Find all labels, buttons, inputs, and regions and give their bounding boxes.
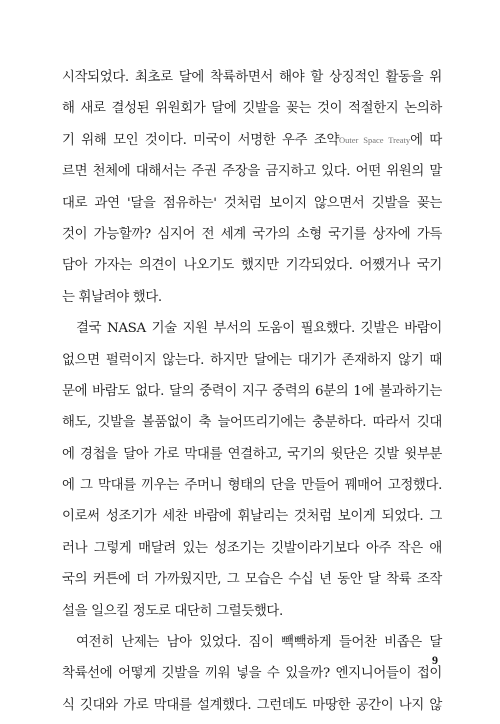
text-line: 르면 천체에 대해서는 주권 주장을 금지하고 있다. 어떤 위원의 말: [62, 164, 442, 180]
text-segment: 기 위해 모인 것이다. 미국이 서명한 우주 조약: [62, 132, 340, 148]
text-line: 해도, 깃발을 볼품없이 축 늘어뜨리기에는 충분하다. 따라서 깃대: [62, 415, 442, 431]
text-line: 국의 커튼에 더 가까웠지만, 그 모습은 수십 년 동안 달 착륙 조작: [62, 572, 442, 588]
text-line: 것이 가능할까? 심지어 전 세계 국가의 소형 국기를 상자에 가득: [62, 226, 442, 242]
text-line: 설을 일으킬 정도로 대단히 그럴듯했다.: [62, 603, 283, 619]
text-line: 없으면 펄럭이지 않는다. 하지만 달에는 대기가 존재하지 않기 때: [62, 352, 442, 368]
text-line: 에 경첩을 달아 가로 막대를 연결하고, 국기의 윗단은 깃발 윗부분: [62, 446, 442, 462]
text-line: 에 그 막대를 끼우는 주머니 형태의 단을 만들어 꿰매어 고정했다.: [62, 478, 442, 494]
paragraph-first-line: 결국 NASA 기술 지원 부서의 도움이 필요했다. 깃발은 바람이: [76, 321, 442, 337]
text-line: 식 깃대와 가로 막대를 설계했다. 그런데도 마땅한 공간이 나지 않: [62, 697, 442, 713]
text-line: 문에 바람도 없다. 달의 중력이 지구 중력의 6분의 1에 불과하기는: [62, 383, 442, 399]
text-line: 대로 과연 '달을 점유하는' 것처럼 보이지 않으면서 깃발을 꽂는: [62, 195, 442, 211]
text-line-with-note: [62, 125, 442, 156]
text-line: 담아 가자는 의견이 나오기도 했지만 기각되었다. 어쨌거나 국기: [62, 258, 442, 274]
text-segment: 에 따: [410, 132, 442, 148]
translator-note: Outer Space Treaty: [339, 134, 411, 145]
text-line: 해 새로 결성된 위원회가 달에 깃발을 꽂는 것이 적절한지 논의하: [62, 101, 442, 117]
body-text: [62, 62, 442, 721]
text-line: 착륙선에 어떻게 깃발을 끼워 넣을 수 있을까? 엔지니어들이 접이: [62, 666, 442, 682]
text-line: 는 휘날려야 했다.: [62, 289, 162, 305]
page-number: 9: [432, 653, 438, 667]
text-line: 시작되었다. 최초로 달에 착륙하면서 해야 할 상징적인 활동을 위: [62, 70, 442, 85]
text-line: 러나 그렇게 매달려 있는 성조기는 깃발이라기보다 아주 작은 애: [62, 540, 442, 556]
paragraph-first-line: 여전히 난제는 남아 있었다. 짐이 빽빽하게 들어찬 비좁은 달: [76, 635, 442, 651]
text-line: 이로써 성조기가 세찬 바람에 휘날리는 것처럼 보이게 되었다. 그: [62, 509, 442, 525]
